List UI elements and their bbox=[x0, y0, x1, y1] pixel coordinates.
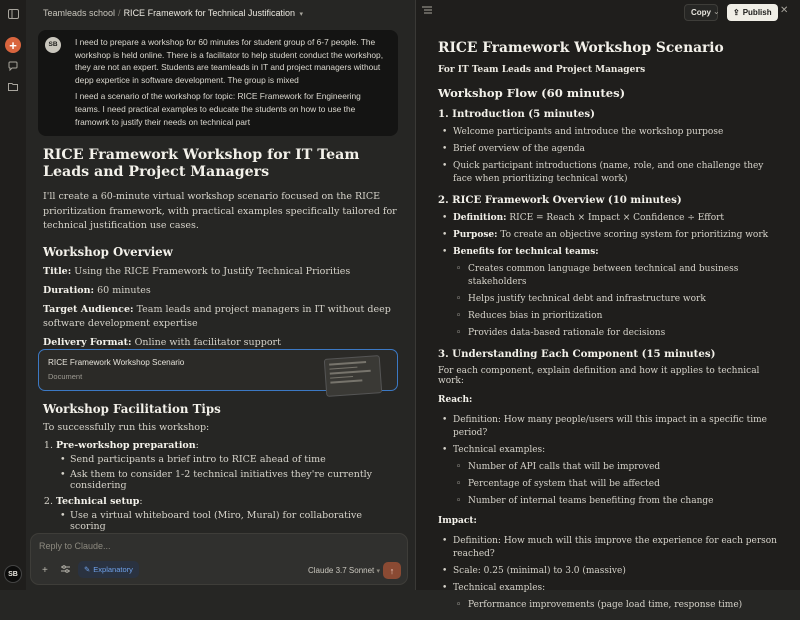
list-item: • Technical examples: ◦ Number of API calls that will be improved ◦ Percentage of system that will be affected ◦ Number of internal teams benefiting from the change bbox=[438, 444, 778, 508]
assistant-reply bbox=[43, 147, 398, 355]
copy-button[interactable]: Copy bbox=[684, 4, 718, 21]
artifact-thumbnail bbox=[324, 355, 383, 397]
list-item: ◦ Performance improvements (page load time, response time) bbox=[453, 599, 778, 612]
list-item: • Scale: 0.25 (minimal) to 3.0 (massive) bbox=[438, 565, 778, 578]
overview-title: Title: Using the RICE Framework to Justify Technical Priorities bbox=[43, 265, 351, 277]
left-rail bbox=[0, 0, 26, 590]
doc-subtitle: For IT Team Leads and Project Managers bbox=[438, 65, 646, 75]
list-item: • Definition: RICE = Reach × Impact × Confidence ÷ Effort bbox=[438, 212, 778, 225]
list-icon[interactable] bbox=[422, 6, 432, 17]
overview-duration: Duration: 60 minutes bbox=[43, 284, 151, 296]
list-item: ◦ Creates common language between technical and business stakeholders bbox=[453, 263, 778, 289]
breadcrumb-project[interactable]: Teamleads school bbox=[43, 8, 116, 18]
list-item: ◦ Number of internal teams benefiting from the change bbox=[453, 495, 778, 508]
close-icon[interactable]: ✕ bbox=[780, 5, 789, 16]
model-name: Claude 3.7 Sonnet bbox=[308, 566, 375, 575]
list-item: ◦ Number of API calls that will be improved bbox=[453, 461, 778, 474]
arrow-up-icon: ↑ bbox=[389, 565, 395, 576]
upload-icon: ⇪ bbox=[733, 8, 740, 17]
document-content bbox=[438, 40, 778, 620]
user-avatar: SB bbox=[45, 37, 61, 53]
tips-heading: Workshop Facilitation Tips bbox=[43, 402, 221, 416]
tips-subitem: • Ask them to consider 1-2 technical initiatives they're currently considering bbox=[56, 469, 398, 491]
list-item: • Quick participant introductions (name, role, and one challenge they face when prioritizing technical work) bbox=[438, 160, 778, 186]
flow-heading: Workshop Flow (60 minutes) bbox=[438, 86, 626, 100]
component-heading: Impact: bbox=[438, 516, 477, 526]
chat-bubble-icon[interactable] bbox=[5, 58, 21, 74]
publish-label: Publish bbox=[742, 8, 772, 17]
breadcrumb-separator: / bbox=[118, 8, 121, 18]
tips-section bbox=[43, 402, 398, 552]
user-avatar[interactable]: SB bbox=[4, 565, 22, 583]
publish-button[interactable] bbox=[727, 4, 778, 21]
user-message-paragraph: I need a scenario of the workshop for topic: RICE Framework for Engineering teams. I need practical examples to educate the students on how to use the framowrk to justify their needs on technical part bbox=[75, 91, 361, 127]
tips-list bbox=[56, 440, 398, 547]
composer bbox=[30, 533, 408, 585]
section-intro: For each component, explain definition and how it applies to technical work: bbox=[438, 366, 760, 386]
reply-intro: I'll create a 60-minute virtual workshop scenario focused on the RICE prioritization framework, with practical examples specifically tailored for technical justification use cases. bbox=[43, 191, 397, 231]
list-item: ◦ Helps justify technical debt and infrastructure work bbox=[453, 293, 778, 306]
feather-icon: ✎ bbox=[84, 565, 91, 574]
style-label: Explanatory bbox=[93, 565, 133, 574]
artifact-card[interactable] bbox=[38, 349, 398, 391]
folder-icon[interactable] bbox=[5, 78, 21, 94]
list-item: • Purpose: To create an objective scoring system for prioritizing work bbox=[438, 229, 778, 242]
style-selector[interactable] bbox=[78, 561, 139, 578]
sidebar-toggle-icon[interactable] bbox=[5, 6, 21, 22]
list-item: ◦ Reduces bias in prioritization bbox=[453, 310, 778, 323]
chat-panel bbox=[26, 0, 415, 590]
chevron-down-icon[interactable]: ▾ bbox=[299, 11, 303, 18]
plus-icon[interactable]: + bbox=[42, 565, 48, 576]
list-item: • Benefits for technical teams: ◦ Creates common language between technical and business stakeholders ◦ Helps justify technical debt and infrastructure work ◦ Reduces bias in prioritization ◦ Provides data-based rationale for decisions bbox=[438, 246, 778, 340]
reply-title: RICE Framework Workshop for IT Team Leads and Project Managers bbox=[43, 147, 360, 180]
list-item: • Definition: How many people/users will this impact in a specific time period? bbox=[438, 414, 778, 440]
tips-intro: To successfully run this workshop: bbox=[43, 422, 210, 433]
artifact-kind: Document bbox=[48, 372, 83, 381]
overview-heading: Workshop Overview bbox=[43, 244, 173, 259]
breadcrumb bbox=[43, 8, 303, 18]
tips-subitem: • Send participants a brief intro to RICE ahead of time bbox=[56, 454, 398, 465]
reply-input[interactable] bbox=[39, 541, 339, 551]
list-item: • Definition: How much will this improve the experience for each person reached? bbox=[438, 535, 778, 561]
section-list bbox=[438, 212, 778, 340]
section-heading: 3. Understanding Each Component (15 minutes) bbox=[438, 348, 716, 360]
section-list bbox=[438, 126, 778, 186]
artifact-panel bbox=[416, 0, 800, 610]
tips-item: 1. Pre-workshop preparation: • Send participants a brief intro to RICE ahead of time • Ask them to consider 1-2 technical initiatives they're currently considering bbox=[56, 440, 398, 491]
overview-audience: Target Audience: Team leads and project managers in IT without deep software development expertise bbox=[43, 303, 391, 329]
list-item: • Brief overview of the agenda bbox=[438, 143, 778, 156]
section-list bbox=[438, 535, 778, 612]
sliders-icon[interactable] bbox=[61, 565, 70, 576]
user-message-paragraph: I need to prepare a workshop for 60 minutes for student group of 6-7 people. The workshop is held online. There is a facilitator to help student conduct the workshop, they are not an expert. Students are teamleads in IT and project managers without depp expertice in software development. The group is mixed bbox=[75, 37, 384, 85]
send-button[interactable] bbox=[383, 562, 401, 579]
chevron-down-icon: ▾ bbox=[376, 568, 381, 575]
list-item: • Welcome participants and introduce the workshop purpose bbox=[438, 126, 778, 139]
list-item: ◦ Provides data-based rationale for decisions bbox=[453, 327, 778, 340]
user-message bbox=[38, 30, 398, 136]
model-selector[interactable] bbox=[308, 566, 380, 575]
doc-title: RICE Framework Workshop Scenario bbox=[438, 40, 724, 56]
component-heading: Reach: bbox=[438, 395, 473, 405]
tips-subitem: • Use a virtual whiteboard tool (Miro, Mural) for collaborative scoring bbox=[56, 510, 398, 532]
section-heading: 1. Introduction (5 minutes) bbox=[438, 108, 595, 120]
list-item: • Technical examples: ◦ Performance improvements (page load time, response time) bbox=[438, 582, 778, 612]
artifact-title: RICE Framework Workshop Scenario bbox=[48, 358, 185, 367]
section-heading: 2. RICE Framework Overview (10 minutes) bbox=[438, 194, 682, 206]
chat-title[interactable]: RICE Framework for Technical Justification bbox=[123, 8, 295, 18]
tips-item: 2. Technical setup: • Use a virtual whiteboard tool (Miro, Mural) for collaborative scoring • bbox=[56, 496, 398, 547]
section-list bbox=[438, 414, 778, 508]
list-item: ◦ Percentage of system that will be affected bbox=[453, 478, 778, 491]
plus-icon[interactable]: + bbox=[5, 37, 21, 53]
chevron-down-icon[interactable]: ⌄ bbox=[713, 7, 720, 16]
overview-format: Delivery Format: Online with facilitator support bbox=[43, 336, 281, 348]
